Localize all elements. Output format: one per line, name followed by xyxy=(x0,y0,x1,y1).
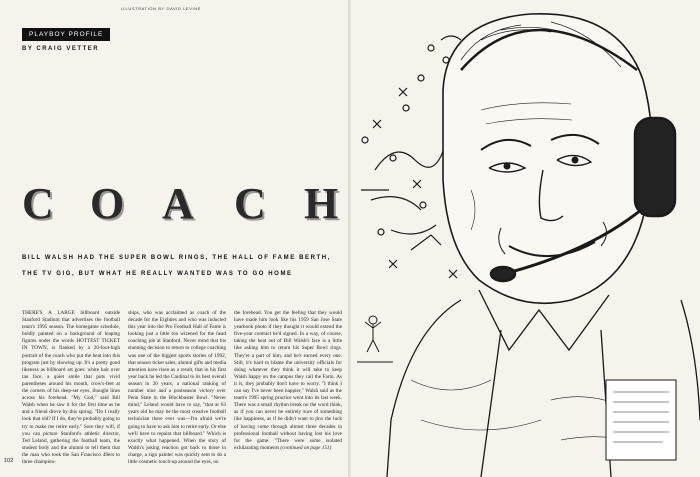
headline-letter: A xyxy=(162,179,194,228)
body-column-3 xyxy=(234,310,342,452)
column-text: ships, who was acclaimed as coach of the decade for the Eighties and who was inducted this year into the Pro Football Hall of Fame is looking just a little too wizened for the head coaching job at Stanford. Never mind that his stunning decision to return to college coaching was one of the biggest sports stories of 1992, that season ticket sales, alumni gifts and media attention have risen as a result, that in his first year back he led the Cardinal to its best overall season in 20 years, a national ranking of number nine and a postseason victory over Penn State in the Blockbuster Bowl. "Never mind," Leland would have to say, "that at 63 years old he may be the most creative football technician there ever was—I'm afraid we're going to have to ask him to retire early. Or else we'll have to repaint that billboard." Which is exactly what happened. When the story of Walsh's joking reaction got back to those in charge, a sign painter was quickly sent to do a little cosmetic touch-up around the eyes, on xyxy=(128,310,226,465)
small-figure-sketch xyxy=(357,316,393,362)
body-column-2 xyxy=(128,310,226,466)
left-page xyxy=(0,0,349,477)
byline: BY CRAIG VETTER xyxy=(22,46,100,52)
headline-letter: C xyxy=(234,179,266,228)
deck-line: BILL WALSH HAD THE SUPER BOWL RINGS, THE HALL OF FAME BERTH, xyxy=(22,255,332,261)
body-column-1 xyxy=(22,310,120,466)
shirt-sketch xyxy=(387,290,700,477)
column-text xyxy=(234,310,342,452)
column-text-body: the forehead. You get the feeling that they would have made him look like his 1959 San Jose State yearbook photo if they thought it would extend the five-year contract he'd signed. In a way, of course, taking the heat out of Bill Walsh's face is a little like asking him to return his Super Bowl rings. They're a part of him, and he's earned every one. Still, it's hard to blame the university officials for doing whatever they think it will take to keep Walsh happy on the campus they call the Farm. As it is, they probably don't have to worry. "I think I can say I've never been happier," Walsh said as the team's 1995 spring practice went into its last week. There was a small rhythm break on the word think, as if you can never be entirely sure of something like happiness, as if he didn't want to jinx the luck of having come through almost three decades in professional football without having lost his love for the game. "There were some isolated exhilarating moments xyxy=(234,310,342,451)
headline-letter: C xyxy=(22,179,54,228)
illustration-credit: ILLUSTRATION BY DAVID LEVINE xyxy=(121,6,201,11)
section-tag: PLAYBOY PROFILE xyxy=(22,28,110,41)
caricature-illustration xyxy=(351,0,700,477)
deck-line: THE TV GIG, BUT WHAT HE REALLY WANTED WAS TO GO HOME xyxy=(22,271,293,277)
page-number: 102 xyxy=(4,458,14,464)
deck xyxy=(22,250,342,282)
continued-note: (continued on page 151) xyxy=(280,444,332,451)
column-text: THERE'S A LARGE billboard outside Stanford Stadium that advertises the football team's 1995 season. The homegame schedule, boldly painted on a background of leaping figures under the words HOTTEST TICKET IN TOWN, is flanked by a 20-foot-high portrait of the coach who put the heat into this program just by showing up. It's a pretty good likeness as billboard art goes: white hair over tan face, a quiet smile that puts vivid parentheses around his mouth, crow's-feet at the corners of his deep-set eyes, thought lines across his forehead. "My God," said Bill Walsh when he saw it for the first time as he and a friend drove by this spring. "Do I really look that old? If I do, they're probably going to try to make me retire early." Sure they will, if you can picture Stanford's athletic director, Ted Leland, gathering the football team, the student body and the alumni to tell them that the man who took the San Francisco 49ers to three champion- xyxy=(22,310,120,465)
headline xyxy=(22,178,339,228)
headline-letter: O xyxy=(90,179,125,228)
headline-letter: H xyxy=(304,179,339,228)
